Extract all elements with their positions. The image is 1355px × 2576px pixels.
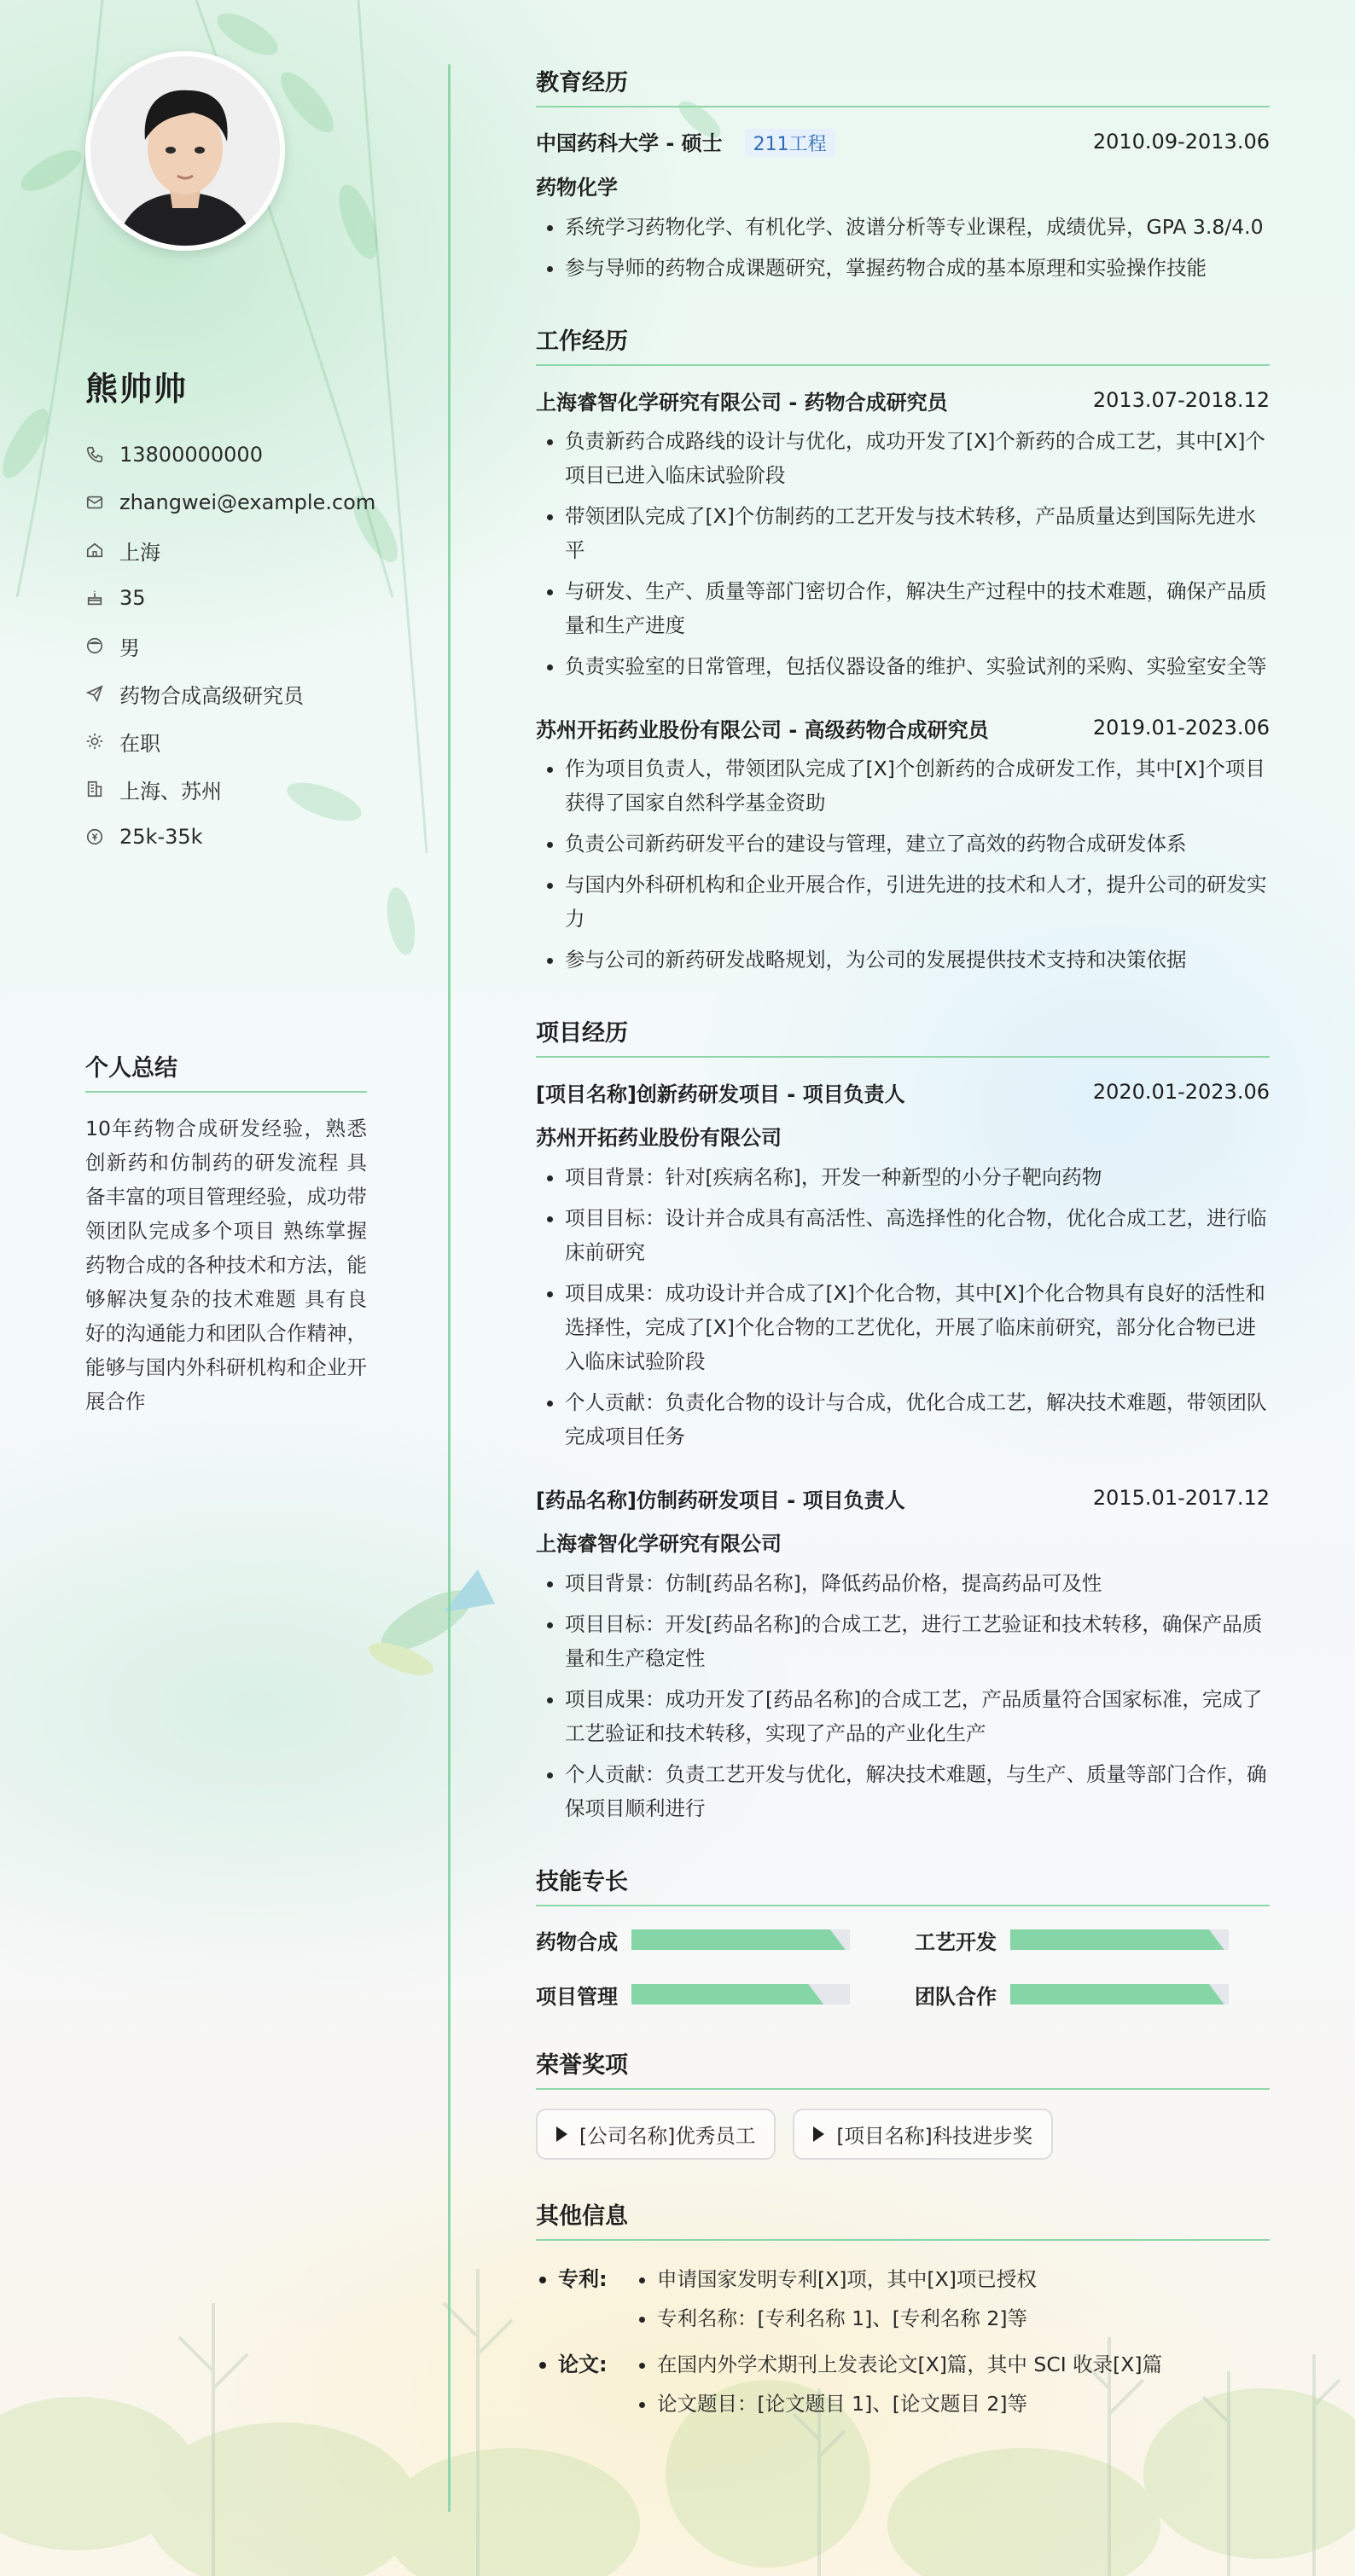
work-date: 2019.01-2023.06 xyxy=(1092,716,1270,740)
list-item: • 个人贡献：负责工艺开发与优化，解决技术难题，与生产、质量等部门合作，确保项目顺利进行 xyxy=(565,1757,1270,1825)
project-entry xyxy=(536,1076,1270,1453)
projects-title: 项目经历 xyxy=(536,1014,1270,1058)
project-entry xyxy=(536,1482,1270,1825)
column-divider xyxy=(448,64,451,2512)
education-head xyxy=(536,126,1270,157)
project-name-role: [项目名称]创新药研发项目 - 项目负责人 xyxy=(536,1082,905,1106)
list-item: • 系统学习药物化学、有机化学、波谱分析等专业课程，成绩优异，GPA 3.8/4.0 xyxy=(565,210,1270,244)
list-item: • 专利名称：[专利名称 1]、[专利名称 2]等 xyxy=(657,2299,1037,2338)
work-head xyxy=(536,385,1270,415)
home-icon xyxy=(85,541,104,560)
skill-bar xyxy=(631,1984,850,2005)
patent-label: 专利: xyxy=(536,2260,631,2338)
work-company-role: 苏州开拓药业股份有限公司 - 高级药物合成研究员 xyxy=(536,717,989,742)
person-face-icon xyxy=(85,636,104,655)
paper-item xyxy=(536,2345,1270,2423)
education-date: 2010.09-2013.06 xyxy=(1092,130,1270,154)
skill-item xyxy=(915,1980,1256,2009)
contact-cities xyxy=(85,765,410,813)
phone-text[interactable]: 13800000000 xyxy=(119,443,263,467)
cities-text: 上海、苏州 xyxy=(119,779,222,804)
other-list xyxy=(536,2260,1270,2423)
avatar xyxy=(85,51,285,251)
award-item[interactable] xyxy=(793,2109,1053,2160)
work-entry xyxy=(536,712,1270,977)
contact-gender xyxy=(85,622,410,670)
skill-label: 项目管理 xyxy=(536,1984,618,2009)
other-section xyxy=(536,2197,1270,2423)
work-company-role: 上海睿智化学研究有限公司 - 药物合成研究员 xyxy=(536,390,948,415)
gender-text: 男 xyxy=(119,635,140,660)
skill-label: 团队合作 xyxy=(915,1984,997,2009)
contact-list xyxy=(85,431,410,861)
list-item: • 与研发、生产、质量等部门密切合作，解决生产过程中的技术难题，确保产品质量和生产进度 xyxy=(565,574,1270,642)
age-text: 35 xyxy=(119,586,146,610)
award-label: [项目名称]科技进步奖 xyxy=(836,2124,1033,2148)
work-title: 工作经历 xyxy=(536,322,1270,366)
paper-label: 论文: xyxy=(536,2345,631,2423)
list-item: • 项目目标：设计并合成具有高活性、高选择性的化合物，优化合成工艺，进行临床前研究 xyxy=(565,1201,1270,1269)
list-item: • 项目成果：成功设计并合成了[X]个化合物，其中[X]个化合物具有良好的活性和选择性，完成了[X]个化合物的工艺优化，开展了临床前研究，部分化合物已进入临床试验阶段 xyxy=(565,1276,1270,1378)
skill-label: 药物合成 xyxy=(536,1929,618,1954)
project-head xyxy=(536,1482,1270,1513)
skill-item xyxy=(536,1925,915,1954)
status-text: 在职 xyxy=(119,731,160,756)
skill-bar-fill xyxy=(1010,1984,1224,2005)
project-bullets xyxy=(536,1566,1270,1825)
paper-bullets xyxy=(631,2345,1162,2423)
send-icon xyxy=(85,684,104,703)
project-head xyxy=(536,1076,1270,1107)
education-major: 药物化学 xyxy=(536,176,618,200)
work-bullets xyxy=(536,424,1270,683)
honors-title: 荣誉奖项 xyxy=(536,2046,1270,2090)
skill-bar-fill xyxy=(631,1984,823,2005)
skill-item xyxy=(536,1980,915,2009)
skills-title: 技能专长 xyxy=(536,1863,1270,1906)
play-triangle-icon xyxy=(813,2126,824,2142)
patent-bullets xyxy=(631,2260,1037,2338)
education-bullets xyxy=(536,210,1270,285)
list-item: • 申请国家发明专利[X]项，其中[X]项已授权 xyxy=(657,2260,1037,2299)
cake-icon xyxy=(85,589,104,607)
education-entry xyxy=(536,126,1270,285)
play-triangle-icon xyxy=(556,2126,567,2142)
skill-bar xyxy=(631,1929,850,1950)
list-item: • 在国内外学术期刊上发表论文[X]篇，其中 SCI 收录[X]篇 xyxy=(657,2345,1162,2384)
position-text: 药物合成高级研究员 xyxy=(119,683,304,708)
main-content xyxy=(536,64,1270,2461)
skill-bar xyxy=(1010,1929,1229,1950)
list-item: • 项目成果：成功开发了[药品名称]的合成工艺，产品质量符合国家标准，完成了工艺验证和技术转移，实现了产品的产业化生产 xyxy=(565,1682,1270,1750)
work-section xyxy=(536,322,1270,977)
location-text: 上海 xyxy=(119,540,160,565)
project-date: 2015.01-2017.12 xyxy=(1092,1486,1270,1510)
list-item: • 作为项目负责人，带领团队完成了[X]个创新药的合成研发工作，其中[X]个项目获得了国家自然科学基金资助 xyxy=(565,751,1270,820)
work-bullets xyxy=(536,751,1270,977)
award-item[interactable] xyxy=(536,2109,776,2160)
sidebar xyxy=(0,0,448,2576)
candidate-name: 熊帅帅 xyxy=(85,370,189,408)
school-degree: 中国药科大学 - 硕士 xyxy=(536,131,723,155)
contact-status xyxy=(85,717,410,765)
skill-label: 工艺开发 xyxy=(915,1929,997,1954)
patent-item xyxy=(536,2260,1270,2338)
list-item: • 与国内外科研机构和企业开展合作，引进先进的技术和人才，提升公司的研发实力 xyxy=(565,867,1270,936)
project-company: 上海睿智化学研究有限公司 xyxy=(536,1532,782,1556)
skills-grid xyxy=(536,1925,1270,2009)
mail-icon xyxy=(85,493,104,512)
project-name-role: [药品名称]仿制药研发项目 - 项目负责人 xyxy=(536,1488,905,1512)
list-item: • 参与导师的药物合成课题研究，掌握药物合成的基本原理和实验操作技能 xyxy=(565,251,1270,285)
project-bullets xyxy=(536,1160,1270,1453)
phone-icon xyxy=(85,445,104,464)
skill-bar-fill xyxy=(631,1929,846,1950)
list-item: • 论文题目：[论文题目 1]、[论文题目 2]等 xyxy=(657,2384,1162,2423)
email-text[interactable]: zhangwei@example.com xyxy=(119,490,376,514)
work-entry xyxy=(536,385,1270,683)
school-tag-badge: 211工程 xyxy=(745,129,835,157)
list-item: • 项目背景：针对[疾病名称]，开发一种新型的小分子靶向药物 xyxy=(565,1160,1270,1194)
project-company: 苏州开拓药业股份有限公司 xyxy=(536,1126,782,1150)
contact-salary xyxy=(85,813,410,861)
list-item: • 参与公司的新药研发战略规划，为公司的发展提供技术支持和决策依据 xyxy=(565,943,1270,977)
honors-section xyxy=(536,2046,1270,2160)
list-item: • 负责实验室的日常管理，包括仪器设备的维护、实验试剂的采购、实验室安全等 xyxy=(565,649,1270,683)
list-item: • 个人贡献：负责化合物的设计与合成，优化合成工艺，解决技术难题，带领团队完成项目任务 xyxy=(565,1385,1270,1453)
salary-text: 25k-35k xyxy=(119,825,203,849)
projects-section xyxy=(536,1014,1270,1825)
work-head xyxy=(536,712,1270,743)
contact-phone xyxy=(85,431,410,479)
contact-email xyxy=(85,479,410,526)
contact-location xyxy=(85,526,410,574)
list-item: • 负责新药合成路线的设计与优化，成功开发了[X]个新药的合成工艺，其中[X]个项目已进入临床试验阶段 xyxy=(565,424,1270,492)
contact-position xyxy=(85,670,410,717)
list-item: • 带领团队完成了[X]个仿制药的工艺开发与技术转移，产品质量达到国际先进水平 xyxy=(565,499,1270,567)
skills-section xyxy=(536,1863,1270,2009)
contact-age xyxy=(85,574,410,622)
building-icon xyxy=(85,780,104,798)
list-item: • 负责公司新药研发平台的建设与管理，建立了高效的药物合成研发体系 xyxy=(565,827,1270,861)
project-date: 2020.01-2023.06 xyxy=(1092,1080,1270,1104)
other-title: 其他信息 xyxy=(536,2197,1270,2241)
list-item: • 项目目标：开发[药品名称]的合成工艺，进行工艺验证和技术转移，确保产品质量和生产稳定性 xyxy=(565,1607,1270,1675)
list-item: • 项目背景：仿制[药品名称]，降低药品价格，提高药品可及性 xyxy=(565,1566,1270,1600)
summary-title: 个人总结 xyxy=(85,1049,367,1093)
skill-bar-fill xyxy=(1010,1929,1224,1950)
skill-item xyxy=(915,1925,1256,1954)
settings-gear-icon xyxy=(85,732,104,751)
avatar-portrait-icon xyxy=(90,56,280,246)
skill-bar xyxy=(1010,1984,1229,2005)
education-section xyxy=(536,64,1270,285)
education-title: 教育经历 xyxy=(536,64,1270,107)
award-label: [公司名称]优秀员工 xyxy=(579,2124,756,2148)
awards-list xyxy=(536,2109,1270,2160)
money-icon xyxy=(85,827,104,846)
work-date: 2013.07-2018.12 xyxy=(1092,388,1270,412)
summary-text: 10年药物合成研发经验，熟悉创新药和仿制药的研发流程 具备丰富的项目管理经验，成功带领团队完成多个项目 熟练掌握药物合成的各种技术和方法，能够解决复杂的技术难题 具有良好的沟通能力和团队合作精神，能够与国内外科研机构和企业开展合作 xyxy=(85,1117,367,1413)
